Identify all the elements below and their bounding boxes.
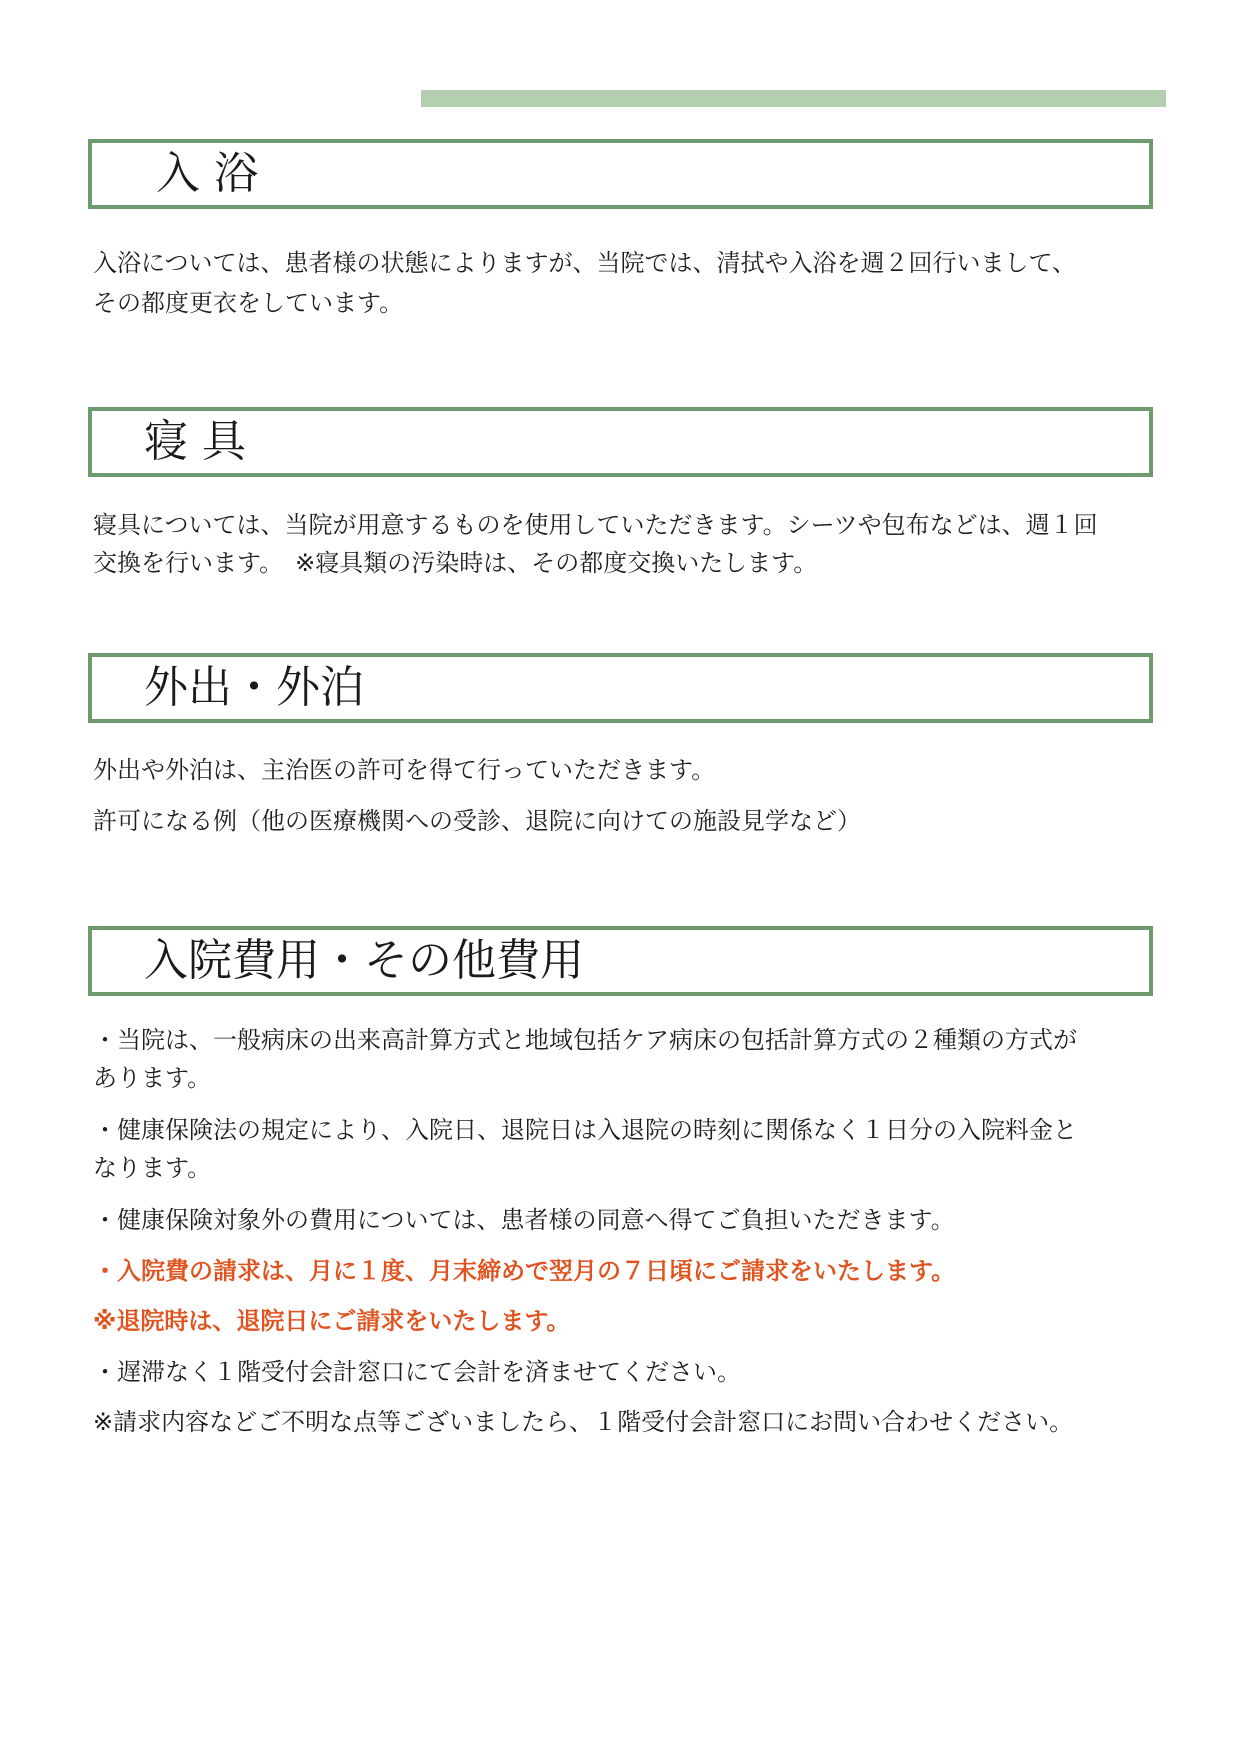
fees-text-line-5: ・健康保険対象外の費用については、患者様の同意へ得てご負担いただきます。 xyxy=(93,1206,955,1234)
section-title: 寝 具 xyxy=(144,416,246,467)
outing-text-line-1: 外出や外泊は、主治医の許可を得て行っていただきます。 xyxy=(93,756,716,784)
section-title: 入院費用・その他費用 xyxy=(144,935,584,986)
fees-text-line-8: ・遅滞なく１階受付会計窓口にて会計を済ませてください。 xyxy=(93,1358,741,1386)
fees-discharge-notice: ※退院時は、退院日にご請求をいたします。 xyxy=(93,1307,571,1335)
section-header-bedding xyxy=(88,407,1153,477)
bathing-text-line-1: 入浴については、患者様の状態によりますが、当院では、清拭や入浴を週２回行いまして、 xyxy=(93,249,1077,277)
fees-text-line-2: あります。 xyxy=(93,1064,212,1092)
fees-billing-notice: ・入院費の請求は、月に１度、月末締めで翌月の７日頃にご請求をいたします。 xyxy=(93,1257,956,1285)
bedding-text-line-2: 交換を行います。 ※寝具類の汚染時は、その都度交換いたします。 xyxy=(93,549,818,577)
bathing-text-line-2: その都度更衣をしています。 xyxy=(93,289,404,317)
fees-text-line-3: ・健康保険法の規定により、入院日、退院日は入退院の時刻に関係なく１日分の入院料金と xyxy=(93,1116,1077,1144)
outing-text-line-2: 許可になる例（他の医療機関への受診、退院に向けての施設見学など） xyxy=(93,807,861,835)
section-title: 外出・外泊 xyxy=(144,662,364,713)
header-accent-bar xyxy=(421,90,1166,107)
section-header-outing xyxy=(88,653,1153,723)
bedding-text-line-1: 寝具については、当院が用意するものを使用していただきます。シーツや包布などは、週１回 xyxy=(93,511,1098,539)
section-header-fees xyxy=(88,926,1153,996)
fees-text-line-4: なります。 xyxy=(93,1154,212,1182)
fees-text-line-1: ・当院は、一般病床の出来高計算方式と地域包括ケア病床の包括計算方式の２種類の方式が xyxy=(93,1026,1077,1054)
fees-text-line-9: ※請求内容などご不明な点等ございましたら、１階受付会計窓口にお問い合わせください。 xyxy=(93,1408,1074,1436)
section-title: 入 浴 xyxy=(156,148,258,199)
section-header-bathing xyxy=(88,139,1153,209)
